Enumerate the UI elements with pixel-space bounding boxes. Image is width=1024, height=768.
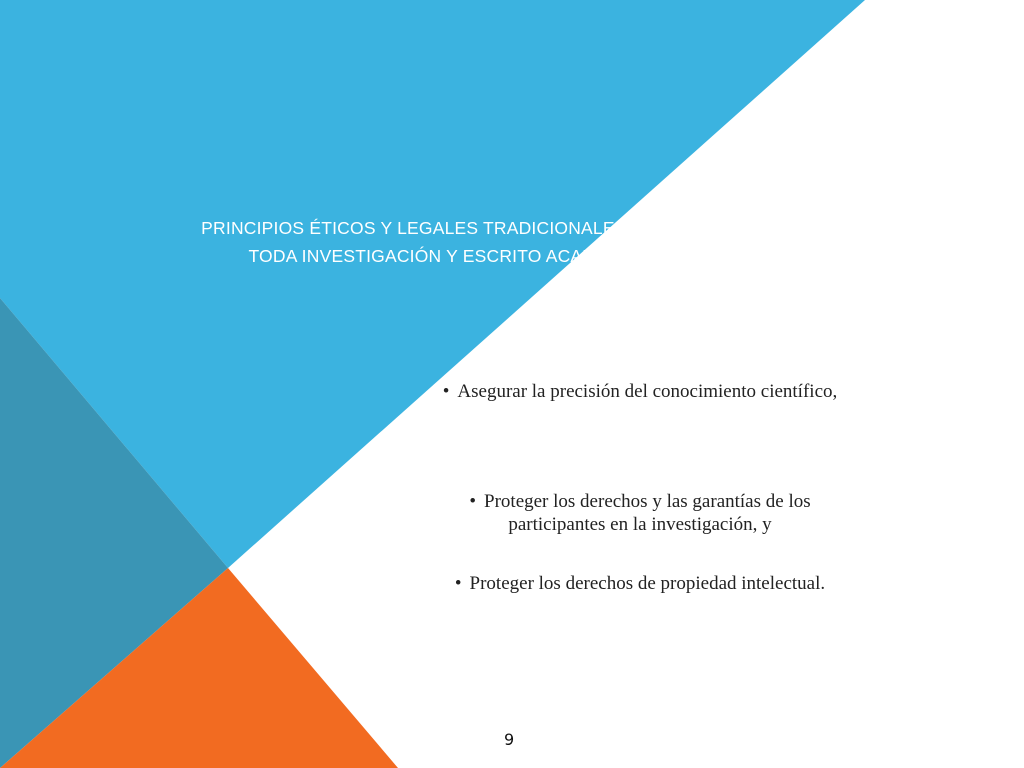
- bullet-item: [420, 490, 860, 536]
- bullet-item: [420, 380, 860, 403]
- slide-title: [60, 214, 880, 270]
- bullet-dot-icon: •: [442, 381, 450, 402]
- bullet-dot-icon: •: [469, 491, 477, 512]
- bullet-text-3: Proteger los derechos de propiedad intelectual.: [469, 573, 826, 594]
- bullet-dot-icon: •: [454, 573, 462, 594]
- page-number: 9: [504, 730, 515, 749]
- slide-title-line-2: TODA INVESTIGACIÓN Y ESCRITO ACADÉMICO: [248, 246, 654, 266]
- bullet-item: [420, 572, 860, 595]
- bullet-text-2: Proteger los derechos y las garantías de los participantes en la investigación, y: [484, 491, 811, 535]
- slide-title-line-1: PRINCIPIOS ÉTICOS Y LEGALES TRADICIONALES PARA: [201, 218, 679, 238]
- bullet-text-1: Asegurar la precisión del conocimiento científico,: [457, 381, 838, 402]
